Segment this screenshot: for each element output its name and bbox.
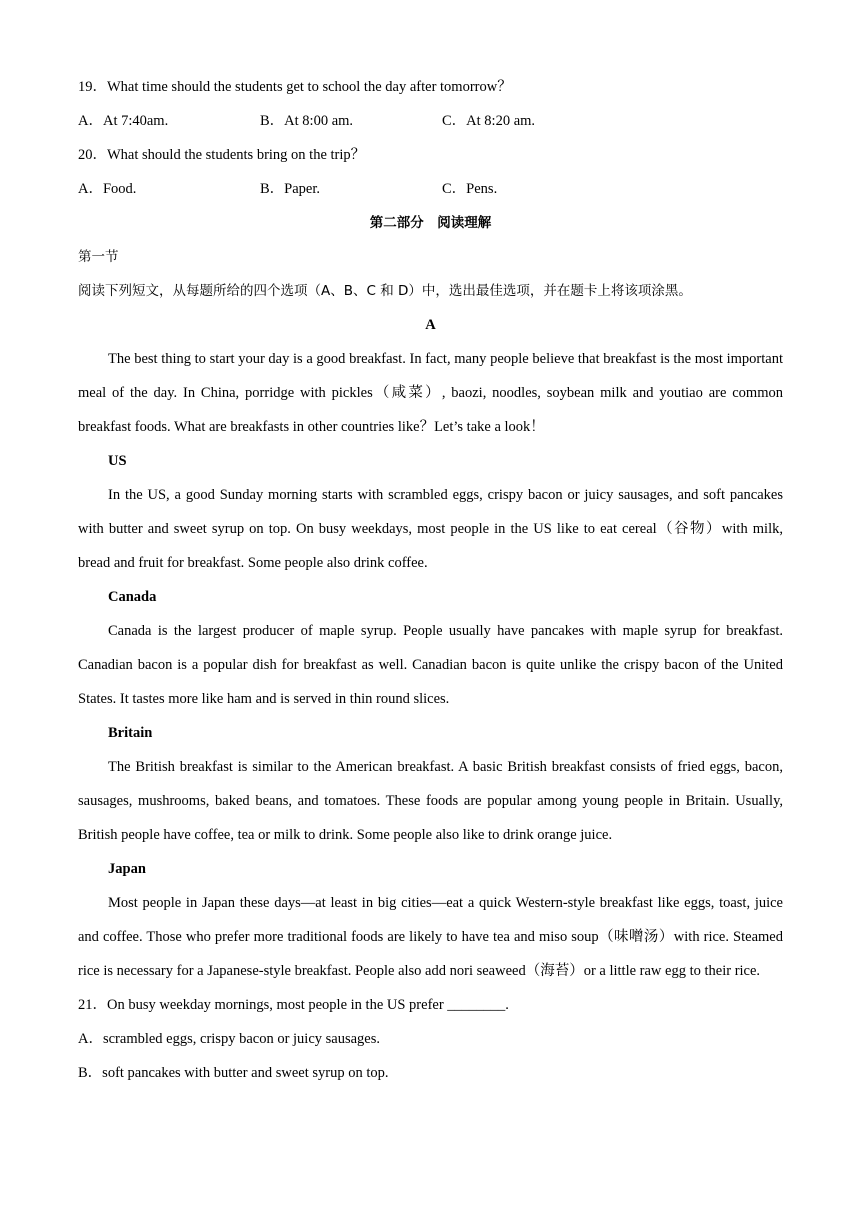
question-20-options — [78, 172, 783, 206]
option-c: C．At 8:20 am. — [442, 113, 536, 129]
heading-britain: Britain — [108, 725, 153, 741]
section-title: 第二部分 阅读理解 — [369, 215, 492, 231]
paragraph-britain: The British breakfast is similar to the American breakfast. A basic British breakfast consists of fried eggs, bacon, sausages, mushrooms, baked beans, and tomatoes. These foods are popular among young people in Britain. Usually, British people have coffee, tea or milk to drink. Some people also like to drink orange juice. — [78, 759, 783, 843]
question-20-stem: 20．What should the students bring on the trip？ — [78, 147, 366, 163]
option-b: B．Paper. — [260, 181, 321, 197]
question-21-option-a: A．scrambled eggs, crispy bacon or juicy sausages. — [78, 1031, 381, 1047]
question-19-stem: 19．What time should the students get to school the day after tomorrow？ — [78, 79, 512, 95]
passage-letter: A — [425, 317, 436, 333]
heading-us: US — [108, 453, 127, 469]
option-c: C．Pens. — [442, 181, 498, 197]
option-b: B．At 8:00 am. — [260, 113, 354, 129]
paragraph-japan: Most people in Japan these days—at least in big cities—eat a quick Western-style breakfast like eggs, toast, juice and coffee. Those who prefer more traditional foods are likely to have tea and miso soup（味噌汤）with rice. Steamed rice is necessary for a Japanese-style breakfast. People also add nori seaweed（海苔）or a little raw egg to their rice. — [78, 895, 783, 979]
option-a: A．Food. — [78, 181, 137, 197]
document-page — [78, 70, 783, 1090]
question-19-options — [78, 104, 783, 138]
passage-intro: The best thing to start your day is a good breakfast. In fact, many people believe that breakfast is the most important meal of the day. In China, porridge with pickles（咸菜）, baozi, noodles, soybean milk and youtiao are common breakfast foods. What are breakfasts in other countries like？Let’s take a look！ — [78, 351, 783, 435]
question-21-stem: 21．On busy weekday mornings, most people in the US prefer ________. — [78, 997, 509, 1013]
subsection-label: 第一节 — [78, 249, 119, 265]
question-21-option-b: B．soft pancakes with butter and sweet syrup on top. — [78, 1065, 389, 1081]
heading-japan: Japan — [108, 861, 146, 877]
heading-canada: Canada — [108, 589, 157, 605]
section-instruction: 阅读下列短文，从每题所给的四个选项（A、B、C 和 D）中，选出最佳选项，并在题卡上将该项涂黑。 — [78, 283, 692, 299]
paragraph-canada: Canada is the largest producer of maple syrup. People usually have pancakes with maple syrup for breakfast. Canadian bacon is a popular dish for breakfast as well. Canadian bacon is quite unlike the crispy bacon of the United States. It tastes more like ham and is served in thin round slices. — [78, 623, 783, 707]
option-a: A．At 7:40am. — [78, 113, 169, 129]
paragraph-us: In the US, a good Sunday morning starts with scrambled eggs, crispy bacon or juicy sausages, and soft pancakes with butter and sweet syrup on top. On busy weekdays, most people in the US like to eat cereal（谷物）with milk, bread and fruit for breakfast. Some people also drink coffee. — [78, 487, 783, 571]
